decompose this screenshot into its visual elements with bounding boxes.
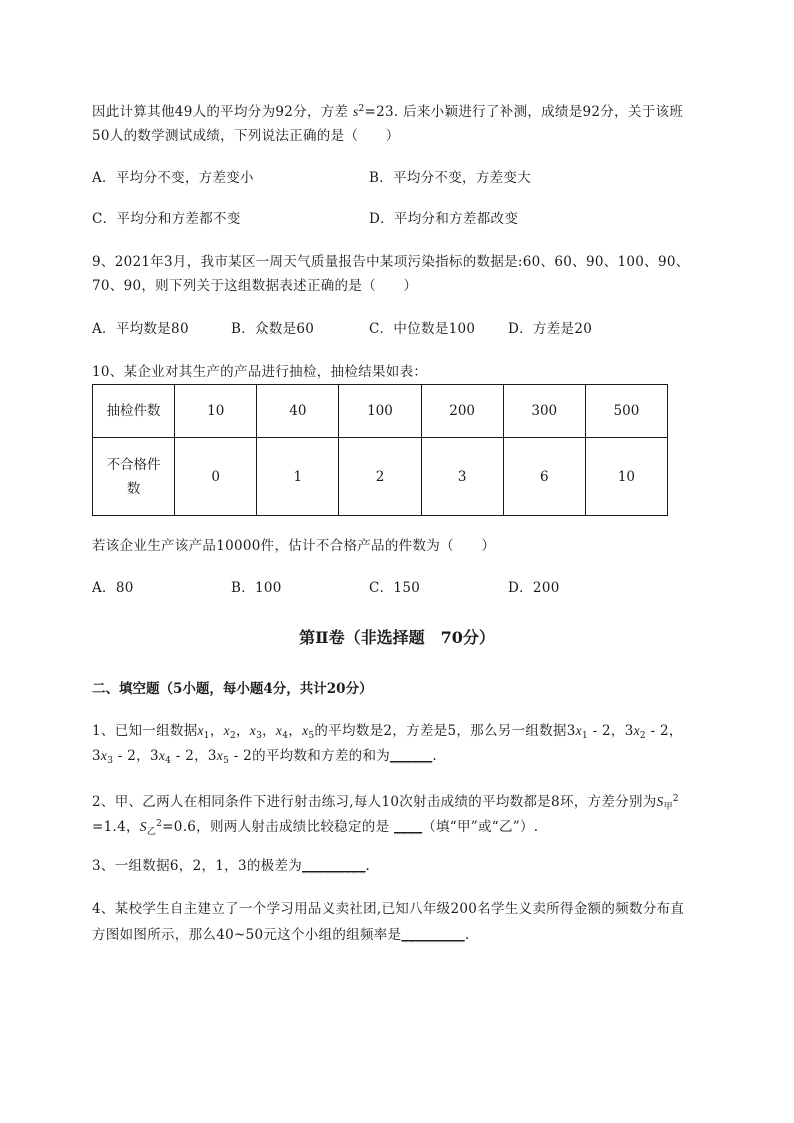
q8-line-2: 50人的数学测试成绩，下列说法正确的是（ ） bbox=[92, 128, 400, 144]
table-cell: 500 bbox=[585, 385, 667, 438]
q9-line-1: 9、2021年3月，我市某区一周天气质量报告中某项污染指标的数据是:60、60、90、100、90、 bbox=[92, 254, 690, 270]
fill-4-line-2: 方图如图所示，那么40~50元这个小组的组频率是_________. bbox=[92, 927, 470, 943]
answer-blank[interactable]: _________ bbox=[302, 858, 366, 874]
table-row bbox=[93, 438, 668, 516]
table-cell: 200 bbox=[421, 385, 503, 438]
table-cell: 10 bbox=[175, 385, 257, 438]
table-row bbox=[93, 385, 668, 438]
fill-2-line-1: 2、甲、乙两人在相同条件下进行射击练习,每人10次射击成绩的平均数都是8环，方差分别为$S_甲^2$ bbox=[92, 794, 679, 812]
q10-question: 若该企业生产该产品10000件，估计不合格产品的件数为（ ） bbox=[92, 538, 496, 554]
fill-3: 3、一组数据6，2，1，3的极差为_________. bbox=[92, 858, 371, 874]
q8-option-b: B．平均分不变，方差变大 bbox=[369, 170, 532, 186]
table-cell: 300 bbox=[503, 385, 585, 438]
table-cell: 6 bbox=[503, 438, 585, 516]
table-cell: 40 bbox=[257, 385, 339, 438]
part-title: 二、填空题（5小题，每小题4分，共计20分） bbox=[92, 681, 373, 697]
answer-blank[interactable]: ____ bbox=[393, 819, 423, 835]
q8-option-d: D．平均分和方差都改变 bbox=[369, 211, 519, 227]
row-header-defect-count: 不合格件 数 bbox=[93, 438, 175, 516]
q8-option-c: C．平均分和方差都不变 bbox=[92, 211, 241, 227]
q9-option-b: B．众数是60 bbox=[231, 321, 315, 337]
table-cell: 10 bbox=[585, 438, 667, 516]
q10-option-a: A．80 bbox=[92, 580, 134, 596]
sampling-table bbox=[92, 384, 668, 516]
table-cell: 3 bbox=[421, 438, 503, 516]
q9-option-c: C．中位数是100 bbox=[369, 321, 476, 337]
answer-blank[interactable]: _________ bbox=[401, 927, 465, 943]
q9-line-2: 70、90，则下列关于这组数据表述正确的是（ ） bbox=[92, 278, 418, 294]
q10-option-b: B．100 bbox=[231, 580, 282, 596]
q8-option-a: A．平均分不变，方差变小 bbox=[92, 170, 254, 186]
table-cell: 1 bbox=[257, 438, 339, 516]
q10-option-d: D．200 bbox=[508, 580, 560, 596]
q10-intro: 10、某企业对其生产的产品进行抽检，抽检结果如表： bbox=[92, 364, 428, 380]
q9-option-d: D．方差是20 bbox=[508, 321, 593, 337]
table-cell: 2 bbox=[339, 438, 421, 516]
answer-blank[interactable]: ______ bbox=[390, 748, 433, 764]
q10-option-c: C．150 bbox=[369, 580, 421, 596]
row-header-sample-count: 抽检件数 bbox=[93, 385, 175, 438]
fill-2-line-2: =1.4，$S_乙^2=0.6$，则两人射击成绩比较稳定的是 ____（填“甲”或“乙”）. bbox=[92, 819, 539, 837]
fill-1-line-2: $3x_3 - 2$，$3x_4 - 2$，$3x_5 - 2$的平均数和方差的和为______. bbox=[92, 748, 437, 766]
table-cell: 100 bbox=[339, 385, 421, 438]
section-title: 第Ⅱ卷（非选择题 70分） bbox=[299, 628, 495, 647]
fill-1-line-1: 1、已知一组数据$x_1$，$x_2$，$x_3$，$x_4$，$x_5$的平均数是2，方差是5，那么另一组数据$3x_1 - 2$，$3x_2 - 2$， bbox=[92, 723, 683, 741]
q9-option-a: A．平均数是80 bbox=[92, 321, 189, 337]
fill-4-line-1: 4、某校学生自主建立了一个学习用品义卖社团,已知八年级200名学生义卖所得金额的频数分布直 bbox=[92, 901, 685, 917]
q8-line-1: 因此计算其他49人的平均分为92分，方差 $s^2=23$. 后来小颖进行了补测，成绩是92分，关于该班 bbox=[92, 104, 684, 120]
table-cell: 0 bbox=[175, 438, 257, 516]
